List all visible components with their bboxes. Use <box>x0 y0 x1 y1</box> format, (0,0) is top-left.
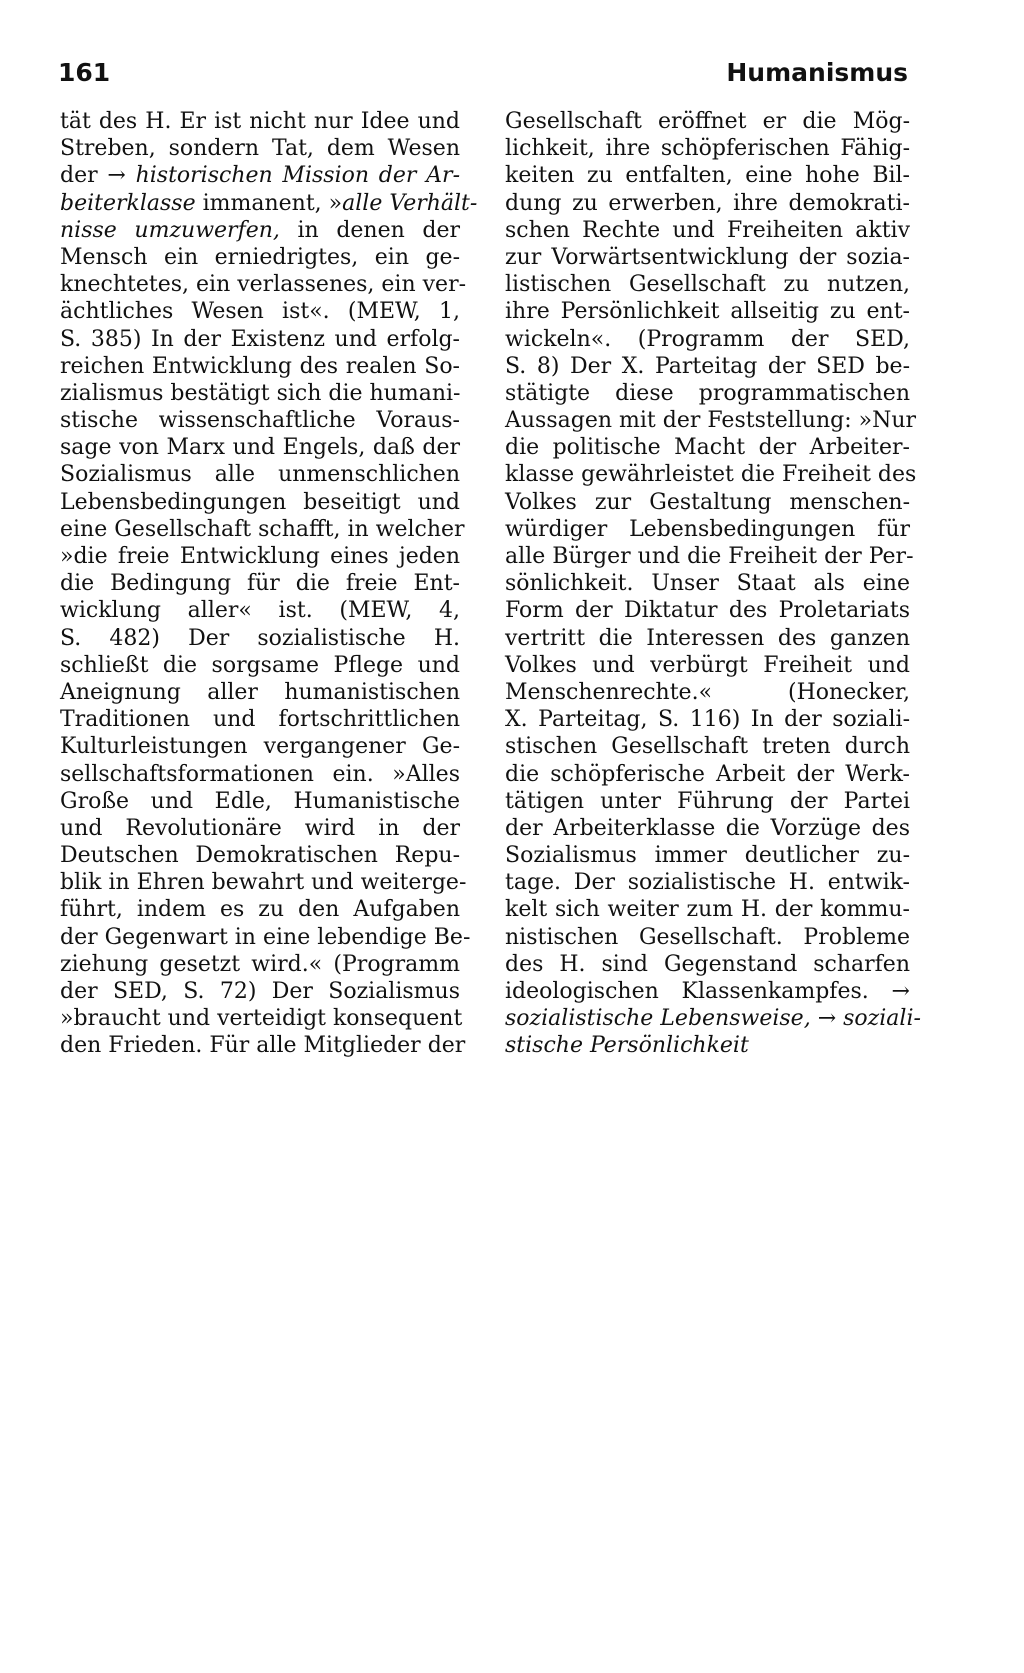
text-line <box>505 353 910 380</box>
italic-text-segment: soziali- <box>843 1006 921 1032</box>
text-line <box>505 1032 910 1059</box>
text-segment: führt, indem es zu den Aufgaben <box>60 897 460 923</box>
text-segment: sellschaftsformationen ein. »Alles <box>60 761 460 787</box>
text-segment: in denen der <box>279 217 461 243</box>
italic-text-segment: nisse umzuwerfen, <box>60 217 280 243</box>
text-segment: die politische Macht der Arbeiter- <box>505 435 910 461</box>
text-segment: Lebensbedingungen beseitigt und <box>60 489 460 515</box>
text-line <box>505 625 910 652</box>
text-line <box>505 815 910 842</box>
text-line <box>60 190 478 217</box>
text-line <box>505 570 910 597</box>
text-line <box>60 543 460 570</box>
text-line <box>60 461 460 488</box>
text-segment: Streben, sondern Tat, dem Wesen <box>60 136 460 162</box>
text-line <box>505 516 910 543</box>
text-line <box>505 162 910 189</box>
text-segment: den Frieden. Für alle Mitglieder der <box>60 1033 466 1059</box>
text-line <box>60 244 460 271</box>
text-segment: Mensch ein erniedrigtes, ein ge- <box>60 244 460 270</box>
text-segment: immanent, » <box>195 190 343 216</box>
text-line <box>60 298 460 325</box>
text-line <box>505 434 910 461</box>
text-segment: stischen Gesellschaft treten durch <box>505 734 910 760</box>
text-segment: dung zu erwerben, ihre demokrati- <box>505 190 910 216</box>
text-line <box>505 380 910 407</box>
text-segment: die Bedingung für die freie Ent- <box>60 571 460 597</box>
text-segment: blik in Ehren bewahrt und weiterge- <box>60 870 467 896</box>
text-segment: knechtetes, ein verlassenes, ein ver- <box>60 272 467 298</box>
text-line <box>505 896 910 923</box>
text-segment: Form der Diktatur des Proletariats <box>505 598 910 624</box>
text-line <box>505 1005 921 1032</box>
text-line <box>505 652 910 679</box>
text-line <box>60 135 460 162</box>
text-line <box>505 298 910 325</box>
text-segment: kelt sich weiter zum H. der kommu- <box>505 897 910 923</box>
text-segment: schließt die sorgsame Pflege und <box>60 652 460 678</box>
text-line <box>505 842 910 869</box>
text-line <box>60 842 460 869</box>
text-segment: → <box>810 1006 844 1032</box>
text-segment: des H. sind Gegenstand scharfen <box>505 951 910 977</box>
text-line <box>505 217 910 244</box>
text-line <box>60 326 460 353</box>
text-line <box>60 162 460 189</box>
text-segment: lichkeit, ihre schöpferischen Fähig- <box>505 136 910 162</box>
text-segment: Große und Edle, Humanistische <box>60 788 460 814</box>
text-segment: listischen Gesellschaft zu nutzen, <box>505 272 910 298</box>
text-segment: S. 482) Der sozialistische H. <box>60 625 460 651</box>
text-segment: wicklung aller« ist. (MEW, 4, <box>60 598 460 624</box>
text-line <box>505 597 910 624</box>
text-line <box>60 1032 466 1059</box>
text-line <box>505 326 910 353</box>
text-segment: zur Vorwärtsentwicklung der sozia- <box>505 244 910 270</box>
text-line <box>505 761 910 788</box>
text-segment: Traditionen und fortschrittlichen <box>60 707 460 733</box>
text-line <box>60 217 460 244</box>
text-segment: Aneignung aller humanistischen <box>60 679 460 705</box>
text-segment: S. 8) Der X. Parteitag der SED be- <box>505 353 910 379</box>
text-line <box>60 815 460 842</box>
text-segment: wickeln«. (Programm der SED, <box>505 326 910 352</box>
text-line <box>60 978 460 1005</box>
text-line <box>505 135 910 162</box>
text-line <box>505 706 910 733</box>
text-line <box>60 924 471 951</box>
left-column <box>60 108 478 1060</box>
text-line <box>505 733 910 760</box>
text-line <box>60 516 465 543</box>
text-line <box>60 652 460 679</box>
right-column <box>505 108 921 1060</box>
text-line <box>505 190 910 217</box>
text-segment: zialismus bestätigt sich die humani- <box>60 380 461 406</box>
text-segment: Sozialismus alle unmenschlichen <box>60 462 460 488</box>
text-segment: schen Rechte und Freiheiten aktiv <box>505 217 910 243</box>
text-segment: ihre Persönlichkeit allseitig zu ent- <box>505 299 910 325</box>
text-segment: nistischen Gesellschaft. Probleme <box>505 924 910 950</box>
text-line <box>505 543 914 570</box>
text-segment: sage von Marx und Engels, daß der <box>60 435 460 461</box>
text-line <box>505 978 910 1005</box>
text-line <box>60 434 460 461</box>
text-segment: ziehung gesetzt wird.« (Programm <box>60 951 460 977</box>
text-line <box>505 461 917 488</box>
text-line <box>60 489 460 516</box>
text-segment: sönlichkeit. Unser Staat als eine <box>505 571 910 597</box>
text-line <box>505 489 910 516</box>
italic-text-segment: beiterklasse <box>60 190 196 216</box>
text-segment: Aussagen mit der Feststellung: »Nur <box>505 408 917 434</box>
text-line <box>60 271 467 298</box>
text-line <box>60 108 460 135</box>
italic-text-segment: stische Persönlichkeit <box>505 1033 749 1059</box>
text-segment: der Gegenwart in eine lebendige Be- <box>60 924 471 950</box>
text-segment: tätigen unter Führung der Partei <box>505 788 910 814</box>
text-segment: die schöpferische Arbeit der Werk- <box>505 761 910 787</box>
text-line <box>60 788 460 815</box>
text-segment: ächtliches Wesen ist«. (MEW, 1, <box>60 299 460 325</box>
text-segment: tage. Der sozialistische H. entwik- <box>505 870 910 896</box>
text-line <box>60 570 460 597</box>
text-line <box>505 869 910 896</box>
text-line <box>60 407 460 434</box>
text-segment: alle Bürger und die Freiheit der Per- <box>505 544 914 569</box>
italic-text-segment: historischen Mission der Ar- <box>135 163 460 189</box>
text-segment: tät des H. Er ist nicht nur Idee und <box>60 109 460 134</box>
text-segment: eine Gesellschaft schafft, in welcher <box>60 516 465 542</box>
page-number: 161 <box>58 58 111 87</box>
text-line <box>60 951 460 978</box>
text-line <box>505 244 910 271</box>
text-line <box>60 679 460 706</box>
text-line <box>505 679 910 706</box>
text-line <box>60 597 460 624</box>
text-line <box>60 380 460 407</box>
text-segment: reichen Entwicklung des realen So- <box>60 353 460 379</box>
text-segment: Volkes und verbürgt Freiheit und <box>505 652 910 678</box>
text-line <box>505 407 917 434</box>
text-line <box>60 761 460 788</box>
text-segment: vertritt die Interessen des ganzen <box>505 625 910 651</box>
text-segment: »braucht und verteidigt konsequent <box>60 1006 463 1032</box>
text-line <box>60 869 467 896</box>
text-line <box>505 924 910 951</box>
text-line <box>505 108 910 135</box>
text-segment: X. Parteitag, S. 116) In der soziali- <box>505 707 910 733</box>
text-line <box>505 271 910 298</box>
text-segment: Menschenrechte.« (Honecker, <box>505 679 910 705</box>
text-segment: Kulturleistungen vergangener Ge- <box>60 734 460 760</box>
text-segment: S. 385) In der Existenz und erfolg- <box>60 326 460 352</box>
text-segment: Deutschen Demokratischen Repu- <box>60 843 460 869</box>
text-segment: »die freie Entwicklung eines jeden <box>60 544 460 569</box>
text-segment: Volkes zur Gestaltung menschen- <box>505 489 910 515</box>
text-segment: der Arbeiterklasse die Vorzüge des <box>505 815 910 841</box>
text-line <box>505 951 910 978</box>
text-segment: würdiger Lebensbedingungen für <box>505 516 910 542</box>
text-segment: Gesellschaft eröffnet er die Mög- <box>505 109 910 134</box>
text-segment: ideologischen Klassenkampfes. → <box>505 979 910 1004</box>
text-line <box>60 706 460 733</box>
text-segment: Sozialismus immer deutlicher zu- <box>505 843 910 869</box>
text-line <box>60 733 460 760</box>
text-line <box>60 896 460 923</box>
text-segment: keiten zu entfalten, eine hohe Bil- <box>505 163 910 189</box>
text-segment: der → <box>60 163 136 189</box>
text-segment: klasse gewährleistet die Freiheit des <box>505 462 917 488</box>
text-line <box>60 353 460 380</box>
text-segment: stische wissenschaftliche Voraus- <box>60 408 460 434</box>
text-segment: stätigte diese programmatischen <box>505 380 910 406</box>
italic-text-segment: sozialistische Lebensweise, <box>505 1006 811 1032</box>
text-segment: der SED, S. 72) Der Sozialismus <box>60 979 460 1004</box>
running-head: Humanismus <box>726 58 908 87</box>
text-line <box>60 625 460 652</box>
text-line <box>60 1005 463 1032</box>
text-segment: und Revolutionäre wird in der <box>60 815 460 841</box>
italic-text-segment: alle Verhält- <box>342 190 478 216</box>
text-line <box>505 788 910 815</box>
